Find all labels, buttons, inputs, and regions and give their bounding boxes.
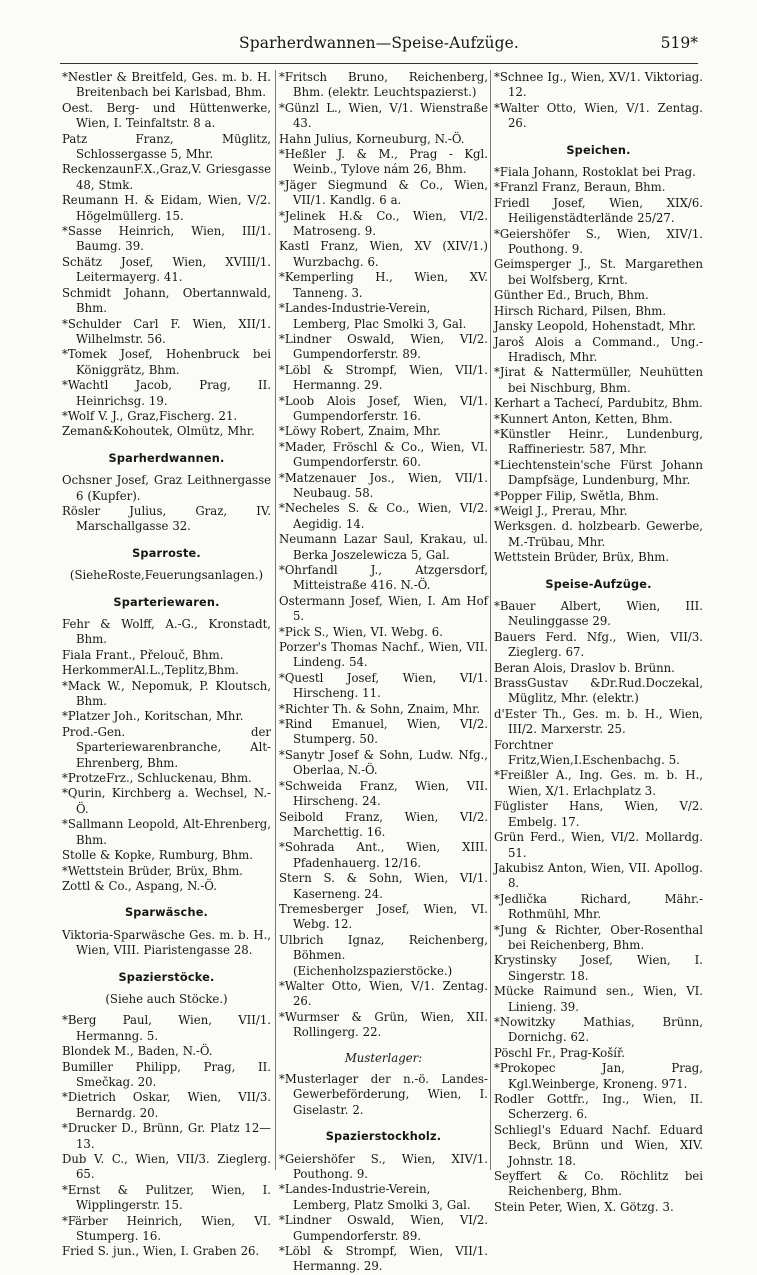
directory-entry: *Necheles S. & Co., Wien, VI/2. Aegidig. 14. [279, 501, 488, 531]
directory-entry: *Qurin, Kirchberg a. Wechsel, N.-Ö. [62, 786, 271, 816]
directory-entry: *Platzer Joh., Koritschan, Mhr. [62, 709, 244, 724]
column-divider [490, 70, 491, 1170]
directory-entry: *Lindner Oswald, Wien, VI/2. Gumpendorferstr. 89. [279, 1213, 488, 1243]
directory-entry: *Weigl J., Prerau, Mhr. [494, 503, 628, 518]
directory-entry: *Günzl L., Wien, V/1. Wienstraße 43. [279, 100, 488, 131]
directory-entry: *Sasse Heinrich, Wien, III/1. Baumg. 39. [62, 224, 271, 254]
directory-entry: Blondek M., Baden, N.-Ö. [62, 1044, 213, 1059]
directory-entry: *Färber Heinrich, Wien, VI. Stumperg. 16. [62, 1213, 271, 1244]
directory-entry: *Nestler & Breitfeld, Ges. m. b. H. Breitenbach bei Karlsbad, Bhm. [62, 70, 271, 100]
directory-entry: *Jäger Siegmund & Co., Wien, VII/1. Kandlg. 6 a. [279, 177, 488, 208]
directory-entry: *Walter Otto, Wien, V/1. Zentag. 26. [279, 978, 488, 1009]
directory-entry: Schliegl's Eduard Nachf. Eduard Beck, Brünn und Wien, XIV. Johnstr. 18. [494, 1122, 703, 1168]
directory-entry: Füglister Hans, Wien, V/2. Embelg. 17. [494, 799, 703, 829]
section-heading: Sparteriewaren. [113, 595, 220, 609]
directory-entry: HerkommerAl.L.,Teplitz,Bhm. [62, 663, 239, 678]
directory-entry: *Jung & Richter, Ober-Rosenthal bei Reichenberg, Bhm. [494, 922, 703, 952]
column-divider [275, 70, 276, 1170]
directory-entry: *Richter Th. & Sohn, Znaim, Mhr. [279, 701, 481, 716]
directory-entry: *Bauer Albert, Wien, III. Neulinggasse 29. [494, 599, 703, 629]
directory-entry: Ostermann Josef, Wien, I. Am Hof 5. [279, 593, 488, 624]
directory-entry: *Ernst & Pulitzer, Wien, I. Wipplingerstr. 15. [62, 1182, 271, 1213]
directory-entry: *Löwy Robert, Znaim, Mhr. [279, 424, 441, 439]
directory-entry: *Heßler J. & M., Prag - Kgl. Weinb., Tylove nám 26, Bhm. [279, 147, 488, 177]
directory-entry: ReckenzaunF.X.,Graz,V. Griesgasse 48, Stmk. [62, 162, 271, 192]
directory-entry: Ulbrich Ignaz, Reichenberg, Böhmen. (Eichenholzspazierstöcke.) [279, 932, 488, 978]
directory-entry: Kastl Franz, Wien, XV (XIV/1.) Wurzbachg. 6. [279, 239, 488, 269]
directory-entry: Bumiller Philipp, Prag, II. Smečkag. 20. [62, 1059, 271, 1089]
directory-entry: Wettstein Brüder, Brüx, Bhm. [494, 550, 670, 565]
directory-entry: Stolle & Kopke, Rumburg, Bhm. [62, 848, 253, 863]
directory-entry: *Jelinek H.& Co., Wien, VI/2. Matroseng. 9. [279, 208, 488, 239]
directory-entry: *Franzl Franz, Beraun, Bhm. [494, 180, 666, 195]
section-heading: Spazierstöcke. [118, 970, 215, 984]
directory-entry: *Matzenauer Jos., Wien, VII/1. Neubaug. 58. [279, 470, 488, 500]
directory-entry: Jakubisz Anton, Wien, VII. Apollog. 8. [494, 860, 703, 891]
directory-entry: *Jirat & Nattermüller, Neuhütten bei Nischburg, Bhm. [494, 365, 703, 395]
directory-entry: *Schnee Ig., Wien, XV/1. Viktoriag. 12. [494, 70, 703, 100]
directory-entry: *Kunnert Anton, Ketten, Bhm. [494, 411, 673, 426]
directory-entry: *Mack W., Nepomuk, P. Kloutsch, Bhm. [62, 678, 271, 709]
directory-entry: d'Ester Th., Ges. m. b. H., Wien, III/2. Marxerstr. 25. [494, 706, 703, 737]
directory-entry: BrassGustav &Dr.Rud.Doczekal, Müglitz, Mhr. (elektr.) [494, 676, 703, 706]
directory-entry: Pöschl Fr., Prag-Košíř. [494, 1045, 625, 1060]
directory-entry: Tremesberger Josef, Wien, VI. Webg. 12. [279, 901, 488, 932]
directory-entry: *Löbl & Strompf, Wien, VII/1. Hermanng. 29. [279, 1244, 488, 1274]
directory-entry: Rodler Gottfr., Ing., Wien, II. Scherzerg. 6. [494, 1092, 703, 1122]
directory-entry: *Landes-Industrie-Verein, Lemberg, Platz Smolki 3, Gal. [279, 1182, 471, 1212]
directory-entry: *Fiala Johann, Rostoklat bei Prag. [494, 165, 696, 180]
directory-entry: Mücke Raimund sen., Wien, VI. Linieng. 39. [494, 984, 703, 1014]
directory-entry: *Rind Emanuel, Wien, VI/2. Stumperg. 50. [279, 717, 488, 747]
directory-entry: *Geiershöfer S., Wien, XIV/1. Pouthong. 9. [494, 226, 703, 257]
directory-entry: Patz Franz, Müglitz, Schlossergasse 5, Mhr. [62, 131, 271, 162]
directory-entry: *Ohrfandl J., Atzgersdorf, Mitteistraße 416. N.-Ö. [279, 563, 488, 593]
directory-entry: Werksgen. d. holzbearb. Gewerbe, M.-Trübau, Mhr. [494, 519, 703, 549]
directory-entry: Schätz Josef, Wien, XVIII/1. Leitermayerg. 41. [62, 254, 271, 285]
column-3 [494, 70, 703, 1215]
directory-entry: Krystinsky Josef, Wien, I. Singerstr. 18. [494, 953, 703, 983]
directory-entry: *Walter Otto, Wien, V/1. Zentag. 26. [494, 100, 703, 131]
directory-entry: Oest. Berg- und Hüttenwerke, Wien, I. Teinfaltstr. 8 a. [62, 100, 271, 131]
directory-entry: Jansky Leopold, Hohenstadt, Mhr. [494, 319, 697, 334]
directory-entry: Reumann H. & Eidam, Wien, V/2. Högelmüllerg. 15. [62, 193, 271, 223]
directory-entry: *Wettstein Brüder, Brüx, Bhm. [62, 863, 243, 878]
directory-entry: Porzer's Thomas Nachf., Wien, VII. Lindeng. 54. [279, 640, 488, 670]
column-2 [279, 70, 488, 1275]
directory-entry: *Wolf V. J., Graz,Fischerg. 21. [62, 408, 238, 423]
directory-entry: Seyffert & Co. Röchlitz bei Reichenberg, Bhm. [494, 1169, 703, 1199]
directory-entry: Kerhart a Tachecí, Pardubitz, Bhm. [494, 396, 703, 411]
directory-entry: *Geiershöfer S., Wien, XIV/1. Pouthong. 9. [279, 1151, 488, 1182]
section-note: (SieheRoste,Feuerungsanlagen.) [69, 568, 264, 583]
directory-entry: *Sohrada Ant., Wien, XIII. Pfadenhauerg. 12/16. [279, 840, 488, 870]
directory-entry: *Questl Josef, Wien, VI/1. Hirscheng. 11. [279, 670, 488, 701]
directory-entry: Fiala Frant., Přelouč, Bhm. [62, 647, 224, 662]
directory-entry: *Landes-Industrie-Verein, Lemberg, Plac Smolki 3, Gal. [279, 301, 467, 331]
directory-entry: Ochsner Josef, Graz Leithnergasse 6 (Kupfer). [62, 473, 271, 503]
directory-entry: *Nowitzky Mathias, Brünn, Dornichg. 62. [494, 1014, 703, 1045]
directory-entry: Stern S. & Sohn, Wien, VI/1. Kaserneng. 24. [279, 871, 488, 901]
directory-entry: Schmidt Johann, Obertannwald, Bhm. [62, 285, 271, 316]
directory-entry: Prod.-Gen. der Sparteriewarenbranche, Alt-Ehrenberg, Bhm. [62, 724, 271, 770]
directory-entry: *Berg Paul, Wien, VII/1. Hermanng. 5. [62, 1013, 271, 1043]
directory-entry: *Liechtenstein'sche Fürst Johann Dampfsäge, Lundenburg, Mhr. [494, 457, 703, 488]
directory-entry: Rösler Julius, Graz, IV. Marschallgasse 32. [62, 503, 271, 534]
section-heading: Speichen. [566, 143, 631, 157]
directory-entry: Seibold Franz, Wien, VI/2. Marchettig. 16. [279, 809, 488, 839]
directory-entry: *Wachtl Jacob, Prag, II. Heinrichsg. 19. [62, 378, 271, 408]
section-heading: Sparwäsche. [124, 906, 209, 920]
page-title: Sparherdwannen—Speise-Aufzüge. [239, 34, 519, 52]
directory-entry: Fehr & Wolff, A.-G., Kronstadt, Bhm. [62, 617, 271, 647]
page-header [60, 28, 698, 58]
directory-entry: *Kemperling H., Wien, XV. Tanneng. 3. [279, 270, 488, 300]
subsection-heading: Musterlager: [344, 1050, 423, 1065]
directory-entry: Jaroš Alois a Command., Ung.-Hradisch, Mhr. [494, 334, 703, 364]
directory-entry: Zottl & Co., Aspang, N.-Ö. [62, 878, 217, 893]
directory-entry: Zeman&Kohoutek, Olmütz, Mhr. [62, 424, 255, 439]
directory-entry: *Drucker D., Brünn, Gr. Platz 12—13. [62, 1121, 271, 1151]
section-heading: Spazierstockholz. [325, 1130, 442, 1144]
directory-entry: *Dietrich Oskar, Wien, VII/3. Bernardg. 20. [62, 1090, 271, 1120]
section-heading: Sparherdwannen. [108, 451, 225, 465]
directory-entry: *Sallmann Leopold, Alt-Ehrenberg, Bhm. [62, 817, 271, 847]
directory-entry: *Popper Filip, Swětla, Bhm. [494, 488, 659, 503]
directory-entry: *ProtzeFrz., Schluckenau, Bhm. [62, 771, 252, 786]
directory-entry: Fried S. jun., Wien, I. Graben 26. [62, 1244, 260, 1259]
directory-entry: *Prokopec Jan, Prag, Kgl.Weinberge, Kroneng. 971. [494, 1061, 703, 1091]
page-number: 519* [660, 34, 698, 52]
section-heading: Sparroste. [132, 546, 201, 560]
directory-entry: *Freißler A., Ing. Ges. m. b. H., Wien, X/1. Erlachplatz 3. [494, 768, 703, 798]
directory-entry: Geimsperger J., St. Margarethen bei Wolfsberg, Krnt. [494, 257, 703, 287]
directory-entry: *Loob Alois Josef, Wien, VI/1. Gumpendorferstr. 16. [279, 393, 488, 423]
directory-entry: *Jedlička Richard, Mähr.-Rothmühl, Mhr. [494, 891, 703, 922]
directory-entry: *Schweida Franz, Wien, VII. Hirscheng. 24. [279, 778, 488, 809]
directory-entry: *Schulder Carl F. Wien, XII/1. Wilhelmstr. 56. [62, 316, 271, 346]
directory-entry: Grün Ferd., Wien, VI/2. Mollardg. 51. [494, 830, 703, 860]
directory-entry: Günther Ed., Bruch, Bhm. [494, 288, 649, 303]
directory-entry: Friedl Josef, Wien, XIX/6. Heiligenstädterlände 25/27. [494, 195, 703, 226]
directory-entry: Hahn Julius, Korneuburg, N.-Ö. [279, 131, 465, 146]
directory-entry: *Musterlager der n.-ö. Landes-Gewerbeförderung, Wien, I. Giselastr. 2. [279, 1072, 488, 1117]
directory-entry: *Mader, Fröschl & Co., Wien, VI. Gumpendorferstr. 60. [279, 439, 488, 470]
directory-entry: *Sanytr Josef & Sohn, Ludw. Nfg., Oberlaa, N.-Ö. [279, 747, 488, 778]
column-1 [62, 70, 271, 1260]
directory-entry: *Pick S., Wien, VI. Webg. 6. [279, 624, 443, 639]
directory-entry: Beran Alois, Draslov b. Brünn. [494, 660, 675, 675]
directory-entry: *Lindner Oswald, Wien, VI/2. Gumpendorferstr. 89. [279, 331, 488, 362]
directory-entry: *Fritsch Bruno, Reichenberg, Bhm. (elektr. Leuchtspazierst.) [279, 70, 488, 100]
directory-entry: Dub V. C., Wien, VII/3. Zieglerg. 65. [62, 1152, 271, 1182]
section-note: (Siehe auch Stöcke.) [105, 991, 228, 1006]
header-rule [60, 63, 698, 64]
directory-entry: Bauers Ferd. Nfg., Wien, VII/3. Zieglerg. 67. [494, 629, 703, 660]
directory-entry: Viktoria-Sparwäsche Ges. m. b. H., Wien, VIII. Piaristengasse 28. [62, 927, 271, 958]
directory-entry: Neumann Lazar Saul, Krakau, ul. Berka Joszelewicza 5, Gal. [279, 532, 488, 562]
directory-entry: *Löbl & Strompf, Wien, VII/1. Hermanng. 29. [279, 362, 488, 393]
directory-entry: Hirsch Richard, Pilsen, Bhm. [494, 303, 667, 318]
directory-entry: *Wurmser & Grün, Wien, XII. Rollingerg. 22. [279, 1009, 488, 1040]
directory-entry: *Tomek Josef, Hohenbruck bei Königgrätz, Bhm. [62, 347, 271, 377]
directory-entry: Forchtner Fritz,Wien,I.Eschenbachg. 5. [494, 737, 680, 768]
directory-entry: Stein Peter, Wien, X. Götzg. 3. [494, 1199, 674, 1214]
directory-entry: *Künstler Heinr., Lundenburg, Raffineriestr. 587, Mhr. [494, 426, 703, 457]
section-heading: Speise-Aufzüge. [545, 577, 652, 591]
